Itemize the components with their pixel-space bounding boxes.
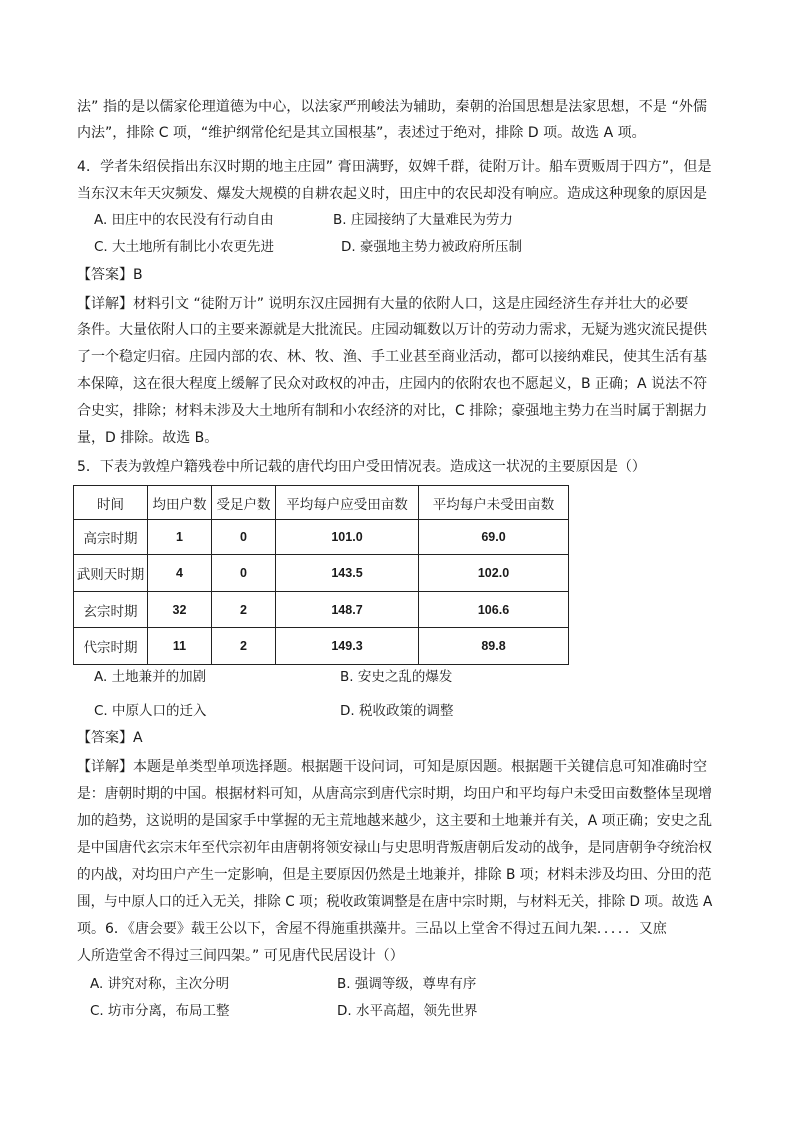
table-cell: 0 <box>212 520 276 555</box>
q6-option-c: C. 坊市分离，布局工整 <box>90 1003 230 1019</box>
q5-option-d: D. 税收政策的调整 <box>340 703 454 719</box>
table-cell: 106.6 <box>419 592 569 628</box>
text-line: 本保障，这在很大程度上缓解了民众对政权的冲击，庄园内的依附农也不愿起义，B 正确；A 说法不符 <box>77 376 708 392</box>
table-cell: 69.0 <box>419 520 569 555</box>
q5-option-c: C. 中原人口的迁入 <box>94 703 207 719</box>
text-line: 内法”，排除 C 项，“维护纲常伦纪是其立国根基”，表述过于绝对，排除 D 项。故选 A 项。 <box>77 125 646 141</box>
table-header: 受足户数 <box>212 486 276 520</box>
q6-option-d: D. 水平高超，领先世界 <box>337 1003 478 1019</box>
table-cell: 32 <box>148 592 212 628</box>
table-cell: 11 <box>148 628 212 665</box>
q5-option-b: B. 安史之乱的爆发 <box>340 669 453 685</box>
q4-explanation: 【详解】材料引文 “徒附万计” 说明东汉庄园拥有大量的依附人口，这是庄园经济生存并壮大的必要 <box>77 296 689 312</box>
q4-option-d: D. 豪强地主势力被政府所压制 <box>341 239 522 255</box>
q4-option-b: B. 庄园接纳了大量难民为劳力 <box>333 212 513 228</box>
text-line: 是中国唐代玄宗末年至代宗初年由唐朝将领安禄山与史思明背叛唐朝后发动的战争，是同唐朝争夺统治权 <box>77 840 712 856</box>
text-line: 当东汉末年天灾频发、爆发大规模的自耕农起义时，田庄中的农民却没有响应。造成这种现象的原因是 <box>77 186 707 202</box>
q6-option-b: B. 强调等级，尊卑有序 <box>337 976 477 992</box>
q4-option-a: A. 田庄中的农民没有行动自由 <box>94 212 274 228</box>
text-line: 合史实，排除；材料未涉及大土地所有制和小农经济的对比，C 排除；豪强地主势力在当时属于割据力 <box>77 403 708 419</box>
table-row <box>74 555 569 592</box>
table-cell: 148.7 <box>276 592 419 628</box>
question-6-stem: 项。6．《唐会要》载王公以下，舍屋不得施重拱藻井。三品以上堂舍不得过五间九架．．．．．又庶 <box>77 921 667 937</box>
q4-option-c: C. 大土地所有制比小农更先进 <box>94 239 275 255</box>
table-cell: 143.5 <box>276 555 419 592</box>
q4-answer: 【答案】B <box>77 267 143 283</box>
q5-option-a: A. 土地兼并的加剧 <box>94 669 207 685</box>
table-cell: 149.3 <box>276 628 419 665</box>
table-cell: 0 <box>212 555 276 592</box>
question-4-stem: 4．学者朱绍侯指出东汉时期的地主庄园” 膏田满野，奴婢千群，徒附万计。船车贾贩周于四方”，但是 <box>77 159 712 175</box>
text-line: 的内战，对均田户产生一定影响，但是主要原因仍然是土地兼并，排除 B 项；材料未涉及均田、分田的范 <box>77 867 712 883</box>
question-5-stem: 5．下表为敦煌户籍残卷中所记载的唐代均田户受田情况表。造成这一状况的主要原因是（） <box>77 459 646 475</box>
table-cell: 4 <box>148 555 212 592</box>
table-cell: 高宗时期 <box>74 520 148 555</box>
land-allocation-table <box>73 485 569 665</box>
q5-explanation: 【详解】本题是单类型单项选择题。根据题干设问词，可知是原因题。根据题干关键信息可知准确时空 <box>77 759 707 775</box>
text-line: 量，D 排除。故选 B。 <box>77 430 219 446</box>
text-line: 人所造堂舍不得过三间四架。” 可见唐代民居设计（） <box>77 948 404 964</box>
table-cell: 102.0 <box>419 555 569 592</box>
table-header-row <box>74 486 569 520</box>
text-line: 条件。大量依附人口的主要来源就是大批流民。庄园动辄数以万计的劳动力需求，无疑为逃灾流民提供 <box>77 322 707 338</box>
text-line: 是：唐朝时期的中国。根据材料可知，从唐高宗到唐代宗时期，均田户和平均每户未受田亩数整体呈现增 <box>77 786 712 802</box>
text-line: 加的趋势，这说明的是国家手中掌握的无主荒地越来越少，这主要和土地兼并有关，A 项正确；安史之乱 <box>77 813 713 829</box>
table-cell: 2 <box>212 592 276 628</box>
table-cell: 2 <box>212 628 276 665</box>
table-cell: 武则天时期 <box>74 555 148 592</box>
table-header: 均田户数 <box>148 486 212 520</box>
table-cell: 代宗时期 <box>74 628 148 665</box>
table-cell: 玄宗时期 <box>74 592 148 628</box>
q5-answer: 【答案】A <box>77 730 143 746</box>
table-row <box>74 520 569 555</box>
q6-option-a: A. 讲究对称，主次分明 <box>90 976 230 992</box>
table-cell: 101.0 <box>276 520 419 555</box>
text-line: 了一个稳定归宿。庄园内部的农、林、牧、渔、手工业甚至商业活动，都可以接纳难民，使其生活有基 <box>77 349 707 365</box>
table-header: 平均每户未受田亩数 <box>419 486 569 520</box>
text-line: 围，与中原人口的迁入无关，排除 C 项；税收政策调整是在唐中宗时期，与材料无关，排除 D 项。故选 A <box>77 894 713 910</box>
text-line: 法” 指的是以儒家伦理道德为中心，以法家严刑峻法为辅助，秦朝的治国思想是法家思想，不是 “外儒 <box>77 99 708 115</box>
table-cell: 89.8 <box>419 628 569 665</box>
table-row <box>74 592 569 628</box>
table-header: 平均每户应受田亩数 <box>276 486 419 520</box>
table-row <box>74 628 569 665</box>
table-header: 时间 <box>74 486 148 520</box>
table-cell: 1 <box>148 520 212 555</box>
